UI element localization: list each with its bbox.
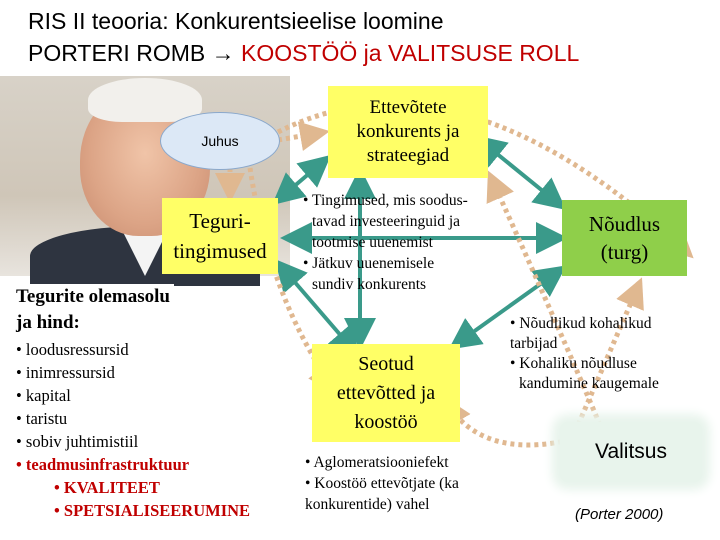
slide-title-line1: RIS II teooria: Konkurentsieelise loomine	[28, 8, 444, 34]
factor-heading-line2	[16, 310, 170, 336]
demand-note: kandumine kaugemale	[519, 375, 659, 392]
factor-conditions-node: Teguri-tingimused	[162, 198, 278, 274]
related-industries-node: Seotud ettevõtted ja koostöö	[312, 344, 460, 442]
factor-item: • inimressursid	[16, 363, 115, 382]
factor-sub-item-specialisation: • SPETSIALISEERUMINE	[54, 501, 251, 520]
factor-item: • kapital	[16, 386, 71, 405]
strategy-note: tavad investeeringuid ja	[312, 213, 461, 230]
strategy-notes	[303, 190, 468, 295]
strategy-note: sundiv konkurents	[312, 276, 427, 293]
factor-item: • loodusressursid	[16, 340, 129, 359]
citation: (Porter 2000)	[575, 506, 664, 523]
demand-note: tarbijad	[510, 335, 558, 352]
arrow-chance-strategy	[278, 132, 325, 140]
factor-item: • taristu	[16, 409, 68, 428]
strategy-note: • Tingimused, mis soodus-	[303, 192, 468, 209]
related-note: • Aglomeratsiooniefekt	[305, 454, 449, 471]
related-note: • Koostöö ettevõtjate (ka	[305, 475, 459, 492]
factor-heading-line1: Tegurite olemasolu	[16, 286, 170, 307]
factor-item-knowledge-infrastructure: • teadmusinfrastruktuur	[16, 455, 190, 474]
strategy-node: Ettevõtete konkurents ja strateegiad	[328, 86, 488, 178]
related-note: konkurentide) vahel	[305, 496, 430, 513]
arrow-government-related	[445, 400, 570, 445]
factor-heading	[16, 284, 174, 336]
factor-items	[16, 338, 250, 522]
strategy-note: tootmise uuenemist	[312, 234, 433, 251]
demand-node: Nõudlus (turg)	[562, 200, 687, 276]
title-cooperation-government: KOOSTÖÖ ja VALITSUSE ROLL	[241, 40, 580, 66]
factor-item: • sobiv juhtimistiil	[16, 432, 139, 451]
factor-sub-item-quality: • KVALITEET	[54, 478, 160, 497]
government-node: Valitsus	[560, 422, 702, 482]
demand-note: • Kohaliku nõudluse	[510, 355, 637, 372]
related-notes	[305, 452, 459, 515]
chance-node: Juhus	[160, 112, 280, 170]
title-porter-diamond: PORTERI ROMB	[28, 40, 206, 66]
title-arrow-icon: →	[211, 40, 235, 66]
demand-notes	[510, 314, 659, 394]
demand-note: • Nõudlikud kohalikud	[510, 315, 652, 332]
factor-heading-line2-text: ja hind:	[16, 312, 80, 333]
strategy-note: • Jätkuv uuenemisele	[303, 255, 435, 272]
